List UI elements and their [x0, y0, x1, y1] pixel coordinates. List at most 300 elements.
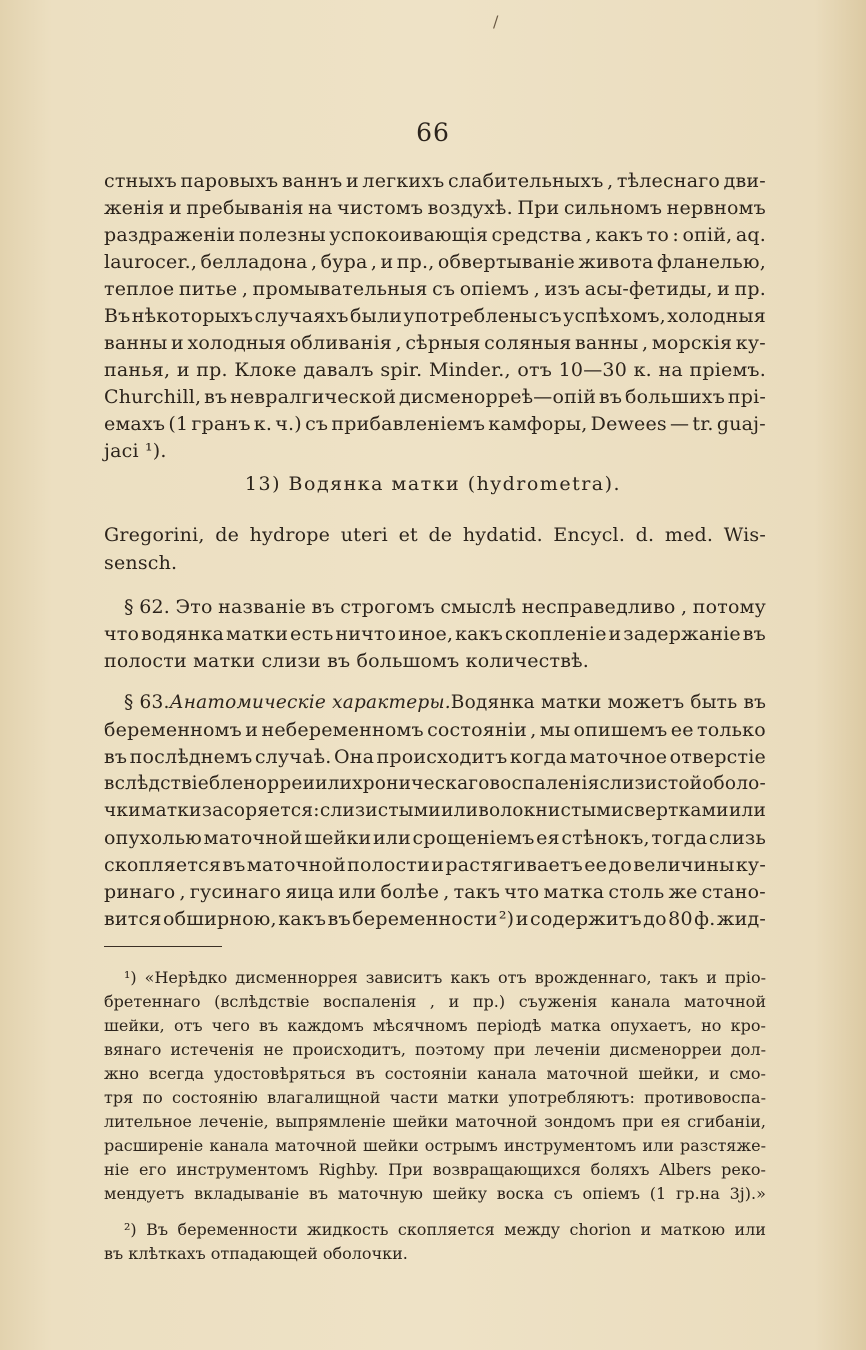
word: панья,	[104, 359, 171, 381]
footnote-line	[104, 1134, 766, 1158]
word: столь	[608, 881, 665, 903]
word: пріемъ.	[689, 359, 766, 381]
word: шейки	[392, 1112, 449, 1131]
word: (1	[649, 1184, 667, 1203]
word: и	[640, 1220, 652, 1239]
word: скопленіе	[504, 623, 607, 645]
text-line	[104, 798, 766, 824]
word: средства	[491, 224, 583, 246]
word: tr.	[692, 413, 714, 435]
word: пр.,	[396, 251, 435, 273]
word: жидкость	[307, 1220, 389, 1239]
word: ку-	[735, 854, 766, 876]
word: воска	[496, 1184, 544, 1203]
word: чистомъ	[337, 197, 424, 219]
word: и	[380, 251, 394, 273]
word: и	[171, 332, 184, 354]
word: въ	[308, 1184, 329, 1203]
word: кро-	[730, 1016, 766, 1035]
word: женія	[104, 197, 165, 219]
word: выпрямленіе	[275, 1112, 386, 1131]
word: жно	[104, 1064, 140, 1083]
text-line	[104, 744, 766, 770]
word: «Нерѣдко	[144, 968, 228, 987]
word: ея	[536, 827, 560, 849]
word: отъ	[173, 1016, 203, 1035]
footnote-line	[104, 1086, 766, 1110]
word: и	[717, 278, 730, 300]
word: ніе	[104, 1160, 130, 1179]
footnote-line: въ клѣткахъ отпадающей оболочки.	[104, 1244, 408, 1263]
word: Dewees	[590, 413, 667, 435]
word: отъ	[517, 359, 553, 381]
word: состояніи	[384, 1064, 468, 1083]
word: шейки,	[638, 1064, 700, 1083]
word: засоряется:	[201, 800, 320, 821]
word: Въ	[104, 305, 131, 327]
word: большихъ	[624, 386, 726, 408]
word: небеременномъ	[261, 719, 424, 741]
word: дисменорреи	[609, 1040, 722, 1059]
word: состоянію	[172, 1088, 258, 1107]
word: на	[308, 197, 333, 219]
word: ,	[642, 332, 649, 354]
word: ванны	[104, 332, 168, 354]
word: пр.)	[472, 992, 506, 1011]
word: шейку	[432, 1184, 488, 1203]
word: и	[448, 992, 460, 1011]
word: употребляютъ:	[508, 1088, 635, 1107]
word: или	[642, 1136, 674, 1155]
word: тѣлеснаго	[616, 170, 721, 192]
word: въ	[311, 596, 335, 618]
text-line	[104, 522, 766, 548]
word: сѣрныя	[405, 332, 481, 354]
word: et	[398, 524, 418, 546]
word: въ	[598, 386, 623, 408]
word: только	[697, 719, 766, 741]
word: всегда	[148, 1064, 205, 1083]
word: есть	[290, 623, 334, 645]
word: хроническаго	[352, 773, 490, 794]
word: теплое	[104, 278, 175, 300]
word: воздухѣ.	[427, 197, 513, 219]
word: uteri	[340, 524, 388, 546]
word: холодныя	[187, 332, 287, 354]
word: обливанія	[289, 332, 392, 354]
word: истеченія	[170, 1040, 255, 1059]
word: но	[701, 1016, 722, 1035]
text-line	[104, 222, 766, 248]
word: происходитъ,	[292, 1040, 406, 1059]
word: срощеніемъ	[412, 827, 535, 849]
word: Клоке	[234, 359, 297, 381]
word: нѣкоторыхъ	[131, 305, 254, 327]
word: матки	[225, 623, 289, 645]
word: беременности	[177, 1220, 298, 1239]
section-heading: 13) Водянка матки (hydrometra).	[244, 473, 622, 495]
word: части	[389, 1088, 439, 1107]
word: же	[668, 881, 698, 903]
word: живота	[578, 251, 654, 273]
word: chorion	[569, 1220, 632, 1239]
word: стныхъ	[104, 170, 177, 192]
word: ничто	[335, 623, 397, 645]
word: холодныя	[667, 305, 766, 327]
word: матка	[550, 1016, 601, 1035]
word: ея	[660, 1112, 681, 1131]
word: потому	[692, 596, 766, 618]
word: въ	[222, 854, 246, 876]
word: болѣе	[380, 881, 440, 903]
word: до	[643, 908, 667, 930]
word: прибавленіемъ	[331, 413, 486, 435]
word: скопляется	[104, 854, 222, 876]
word: соляныя	[484, 332, 572, 354]
word: hydrope	[249, 524, 331, 546]
word: маточной	[203, 827, 303, 849]
text-line	[104, 195, 766, 221]
page-number: 66	[416, 118, 450, 147]
word: съуженія	[518, 992, 598, 1011]
word: маточную	[337, 1184, 423, 1203]
word: его	[139, 1160, 167, 1179]
word: 10—30	[558, 359, 627, 381]
word: паровыхъ	[180, 170, 279, 192]
word: чего	[211, 1016, 250, 1035]
word: леченіе,	[198, 1112, 269, 1131]
word: ,	[241, 278, 249, 300]
word: слабительныхъ	[448, 170, 604, 192]
word: свертками	[623, 800, 729, 821]
text-line: полости матки слизи въ большомъ количествѣ.	[104, 650, 590, 672]
word: при	[622, 1112, 654, 1131]
word: вится	[104, 908, 162, 930]
word: каждомъ	[287, 1016, 364, 1035]
text-line	[124, 594, 766, 620]
word: задержаніе	[623, 623, 741, 645]
word: съ	[305, 413, 329, 435]
word: d.	[635, 524, 655, 546]
word: оболо-	[702, 773, 766, 794]
word: періодѣ	[476, 1016, 542, 1035]
word: скопляется	[397, 1220, 495, 1239]
word: aq.	[735, 224, 766, 246]
word: питье	[178, 278, 238, 300]
word: нервномъ	[666, 197, 766, 219]
word: опіемъ	[582, 1184, 641, 1203]
word: и	[706, 968, 717, 987]
word: яица	[285, 881, 335, 903]
word: к.	[633, 359, 652, 381]
word: лительное	[104, 1112, 192, 1131]
word: тогда	[651, 827, 708, 849]
word: :	[672, 224, 680, 246]
footnote-line	[104, 1182, 766, 1206]
text-line	[104, 852, 766, 878]
word: въ	[355, 1064, 375, 1083]
word: жид-	[716, 908, 766, 930]
word: —	[670, 413, 690, 435]
word: полости	[347, 854, 430, 876]
word: то	[646, 224, 669, 246]
word: содержитъ	[530, 908, 642, 930]
word: Albers	[659, 1160, 712, 1179]
word: волокнистыми	[478, 800, 624, 821]
word: въ	[742, 623, 766, 645]
word: Churchill,	[104, 386, 202, 408]
word: въ	[327, 908, 351, 930]
word: въ	[259, 1016, 279, 1035]
word: отверстіе	[669, 746, 766, 768]
word: (вслѣдствіе	[214, 992, 310, 1011]
word: опухаетъ,	[610, 1016, 692, 1035]
text-line	[104, 330, 766, 356]
word: острымъ	[424, 1136, 498, 1155]
word: ванны	[575, 332, 639, 354]
word: расширеніе	[104, 1136, 204, 1155]
word: какъ	[450, 968, 491, 987]
word: матки	[141, 800, 202, 821]
italic-subheading: Анатомическіе характеры.	[169, 692, 451, 713]
word: ²)	[124, 1220, 137, 1239]
word: случаѣ.	[254, 746, 332, 768]
word: ,	[395, 332, 402, 354]
word: влагалищной	[267, 1088, 381, 1107]
word: мы	[539, 719, 571, 741]
word: фланелью,	[656, 251, 766, 273]
word: гранъ	[191, 413, 251, 435]
footnote-line	[104, 1038, 766, 1062]
word: отъ	[498, 968, 527, 987]
word: ,	[533, 278, 540, 300]
word: прі-	[727, 386, 766, 408]
word: ¹)	[124, 968, 137, 987]
word: §	[124, 596, 134, 618]
word: съ	[553, 1184, 573, 1203]
word: белладона	[200, 251, 308, 273]
word: или	[372, 827, 411, 849]
word: зондомъ	[544, 1112, 616, 1131]
word: бретеннаго	[104, 992, 201, 1011]
text-line	[104, 906, 766, 932]
footnote-line	[104, 1062, 766, 1086]
word: инструментомъ	[176, 1160, 309, 1179]
word: de	[215, 524, 240, 546]
word: чки	[104, 800, 141, 821]
word: стано-	[701, 881, 766, 903]
word: воспаленія	[323, 992, 417, 1011]
word: ,	[370, 251, 378, 273]
word: случаяхъ	[254, 305, 349, 327]
word: 62.	[139, 596, 171, 618]
word: шейки	[304, 827, 372, 849]
word: ,	[585, 224, 592, 246]
word: величины	[633, 854, 735, 876]
word: дисменорреѣ—опій	[398, 386, 597, 408]
word: Gregorini,	[104, 524, 205, 546]
text-line	[104, 717, 766, 743]
word: успѣхомъ,	[563, 305, 666, 327]
word: пребыванія	[186, 197, 304, 219]
word: изъ	[544, 278, 581, 300]
word: разстяже-	[679, 1136, 766, 1155]
word: шейки	[362, 1136, 419, 1155]
word: слизистой	[599, 773, 703, 794]
word: и	[168, 197, 182, 219]
word: въ	[104, 746, 128, 768]
footnote-rule	[104, 946, 222, 947]
word: названіе	[218, 596, 307, 618]
word: состояніи	[427, 719, 527, 741]
text-line	[104, 249, 766, 275]
word: пріо-	[724, 968, 766, 987]
word: боляхъ	[590, 1160, 650, 1179]
word: или	[728, 800, 766, 821]
word: маточное	[569, 746, 668, 768]
word: и	[708, 1064, 720, 1083]
word: вслѣдствіе	[104, 773, 209, 794]
word: ку-	[735, 332, 766, 354]
footnote-line	[124, 1218, 766, 1242]
word: когда	[509, 746, 568, 768]
text-line	[104, 303, 766, 329]
word: при	[493, 1040, 526, 1059]
word: (1	[168, 413, 189, 435]
word: стѣнокъ,	[561, 827, 650, 849]
word: 80	[668, 908, 693, 930]
word: вкладываніе	[194, 1184, 300, 1203]
word: и	[608, 623, 622, 645]
word: маточной	[683, 992, 766, 1011]
word: между	[504, 1220, 561, 1239]
word: возвращающихся	[432, 1160, 581, 1179]
word: промывательныя	[252, 278, 428, 300]
word: ²)	[498, 908, 515, 930]
word: ф.	[694, 908, 716, 930]
word: тря	[104, 1088, 134, 1107]
word: гр.на	[675, 1184, 720, 1203]
word: При	[388, 1160, 424, 1179]
word: слизистыми	[319, 800, 441, 821]
word: hydatid.	[462, 524, 543, 546]
word: или	[315, 773, 353, 794]
footnote-line	[104, 1014, 766, 1038]
word: давалъ	[303, 359, 374, 381]
word: легкихъ	[362, 170, 445, 192]
word: воспаленія	[489, 773, 600, 794]
word: дисменноррея	[235, 968, 358, 987]
word: канала	[209, 1136, 269, 1155]
word: или	[734, 1220, 766, 1239]
word: по	[142, 1088, 163, 1107]
word: дви-	[723, 170, 766, 192]
word: противовоспа-	[644, 1088, 766, 1107]
word: и	[245, 719, 259, 741]
word: были	[350, 305, 403, 327]
word: беременности	[352, 908, 498, 930]
word: зависитъ	[365, 968, 443, 987]
word: ,	[179, 881, 186, 903]
word: что	[504, 881, 540, 903]
word: 3j).»	[729, 1184, 766, 1203]
footnote-line	[104, 1110, 766, 1134]
word: матки	[447, 1088, 500, 1107]
word: ее	[584, 854, 608, 876]
text-line	[104, 357, 766, 383]
word: маточной	[546, 1064, 629, 1083]
word: Minder.,	[428, 359, 511, 381]
word: дол-	[730, 1040, 766, 1059]
word: и	[176, 359, 190, 381]
word: несправедливо	[521, 596, 676, 618]
word: канала	[610, 992, 671, 1011]
text-line: jaci ¹).	[104, 440, 167, 462]
word: Wis-	[723, 524, 766, 546]
word: вянаго	[104, 1040, 162, 1059]
word: раздраженіи	[104, 224, 236, 246]
word: леченіи	[534, 1040, 601, 1059]
footnote-line	[124, 966, 766, 990]
word: съ	[538, 305, 562, 327]
word: guaj-	[716, 413, 766, 435]
text-line	[104, 276, 766, 302]
word: такъ	[659, 968, 699, 987]
word: до	[608, 854, 632, 876]
word: невралгической	[230, 386, 397, 408]
word: Въ	[146, 1220, 169, 1239]
word: ,	[681, 596, 688, 618]
word: употреблены	[403, 305, 538, 327]
word: строгомъ	[340, 596, 435, 618]
word: поэтому	[415, 1040, 485, 1059]
top-mark: /	[493, 12, 499, 31]
word: маточной	[455, 1112, 538, 1131]
word: маточной	[246, 854, 346, 876]
word: гусинаго	[189, 881, 282, 903]
word: ,	[530, 719, 537, 741]
word: канала	[477, 1064, 537, 1083]
word: ,	[310, 251, 318, 273]
word: послѣднемъ	[129, 746, 253, 768]
word: мѣсячномъ	[372, 1016, 468, 1035]
text-line: § 63. Анатомическіе характеры. Водянка матки можетъ быть въ	[124, 690, 766, 716]
word: не	[263, 1040, 284, 1059]
word: Это	[175, 596, 213, 618]
word: Она	[333, 746, 375, 768]
text-line	[104, 411, 766, 437]
word: сгибаніи,	[687, 1112, 766, 1131]
word: какъ	[455, 623, 504, 645]
word: бленорреи	[208, 773, 316, 794]
word: ч.)	[275, 413, 302, 435]
word: опій,	[682, 224, 733, 246]
word: Righby.	[318, 1160, 379, 1179]
footnote-line	[104, 1158, 766, 1182]
word: spir.	[380, 359, 423, 381]
word: маткою	[660, 1220, 726, 1239]
word: шейки,	[104, 1016, 165, 1035]
word: матка	[543, 881, 605, 903]
word: сильномъ	[563, 197, 663, 219]
word: морскія	[651, 332, 733, 354]
word: de	[428, 524, 453, 546]
text-line: sensch.	[104, 552, 178, 574]
word: При	[517, 197, 560, 219]
word: к.	[253, 413, 273, 435]
word: происходитъ	[376, 746, 508, 768]
word: ,	[429, 992, 436, 1011]
